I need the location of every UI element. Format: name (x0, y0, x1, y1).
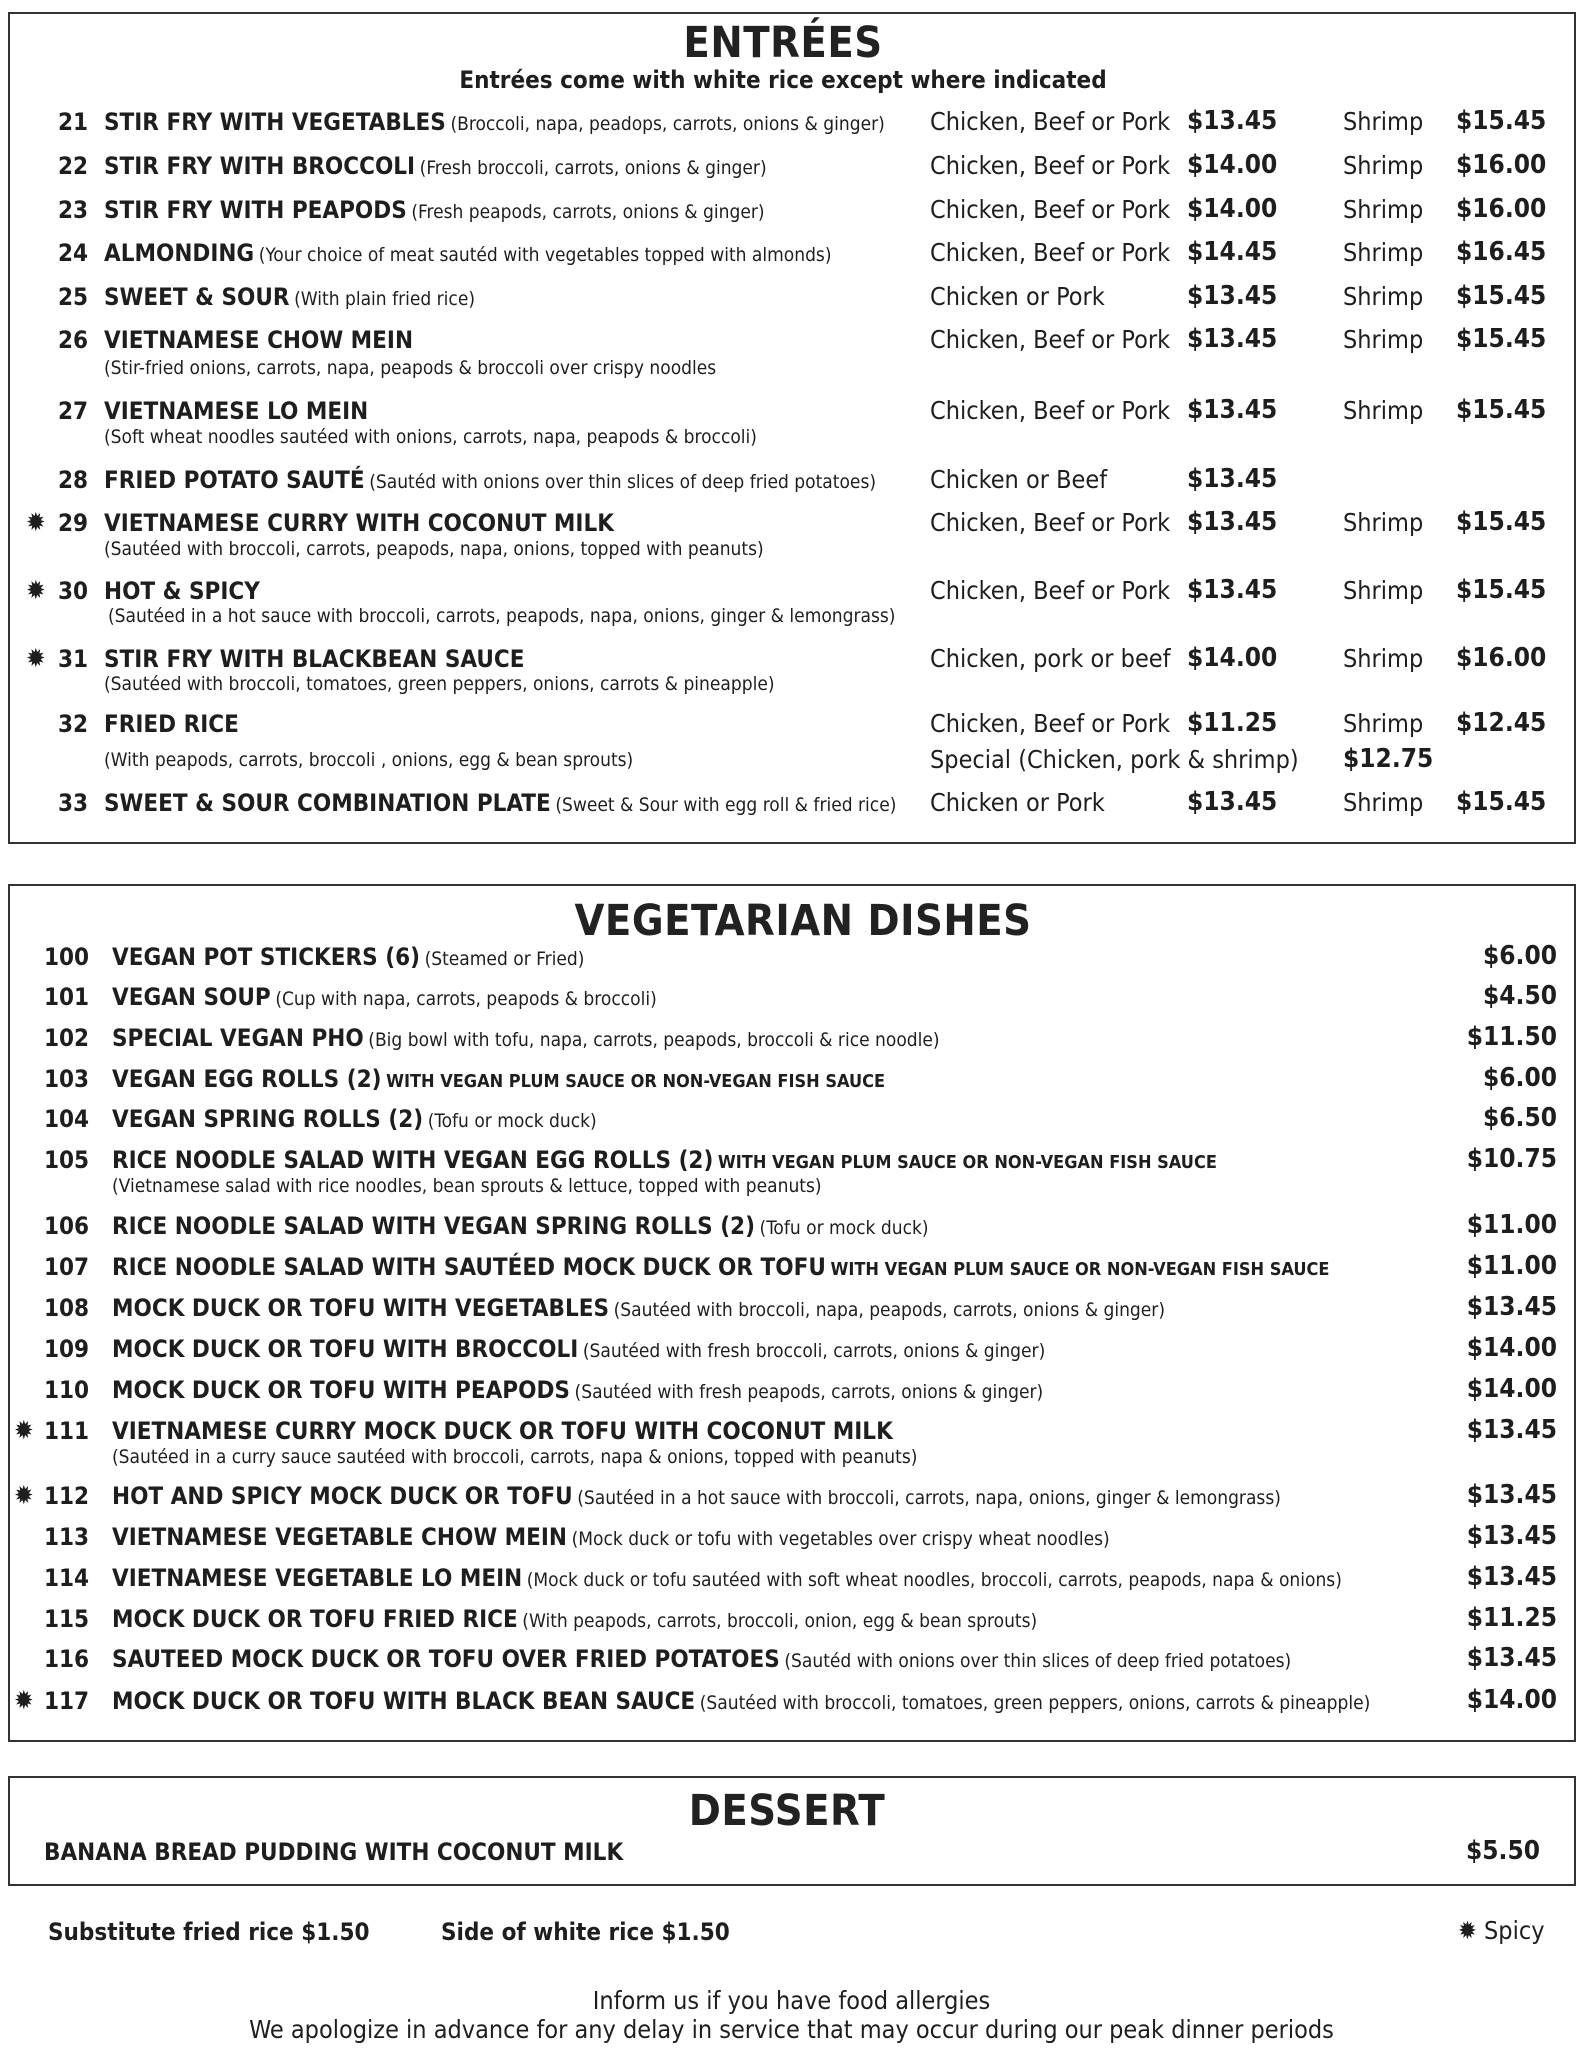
item-name: VEGAN POT STICKERS (6) (112, 943, 420, 971)
allergy-notice: Inform us if you have food allergies (592, 1986, 991, 2015)
item-price-meat: $13.45 (1187, 575, 1278, 605)
item-name-line (112, 1482, 1281, 1510)
item-price-shrimp: $16.00 (1456, 643, 1547, 673)
item-number: 110 (44, 1376, 90, 1404)
item-option-meat: Chicken, Beef or Pork (930, 576, 1171, 605)
item-price-shrimp: $15.45 (1456, 575, 1547, 605)
item-number: 115 (44, 1605, 90, 1633)
item-name: HOT AND SPICY MOCK DUCK OR TOFU (112, 1482, 573, 1510)
item-number: 27 (58, 397, 89, 425)
item-option-special: Special (Chicken, pork & shrimp) (930, 745, 1299, 774)
item-description: (With peapods, carrots, broccoli , onions, egg & bean sprouts) (104, 749, 634, 771)
item-name: STIR FRY WITH BROCCOLI (104, 152, 416, 180)
item-description: (Sautéd with onions over thin slices of deep fried potatoes) (369, 471, 877, 493)
item-name: STIR FRY WITH BLACKBEAN SAUCE (104, 645, 525, 673)
item-name-line (104, 152, 767, 180)
item-price-shrimp: $15.45 (1456, 507, 1547, 537)
item-description: (Steamed or Fried) (424, 948, 585, 970)
item-price: $11.00 (1466, 1210, 1557, 1240)
item-price-shrimp: $16.00 (1456, 194, 1547, 224)
item-number: 114 (44, 1564, 90, 1592)
item-name-line (104, 239, 832, 267)
item-name: RICE NOODLE SALAD WITH VEGAN EGG ROLLS (2) (112, 1146, 714, 1174)
item-price: $6.00 (1483, 1063, 1557, 1093)
item-description: (With peapods, carrots, broccoli, onion, egg & bean sprouts) (522, 1610, 1038, 1632)
item-sauce-note: WITH VEGAN PLUM SAUCE OR NON-VEGAN FISH SAUCE (830, 1259, 1330, 1280)
item-name: MOCK DUCK OR TOFU WITH PEAPODS (112, 1376, 570, 1404)
item-description: (Sautéed with broccoli, tomatoes, green peppers, onions, carrots & pineapple) (699, 1692, 1371, 1714)
spicy-icon: ✹ (14, 1686, 34, 1716)
item-name: VIETNAMESE LO MEIN (104, 397, 369, 425)
item-description: (Fresh broccoli, carrots, onions & ginger) (419, 157, 767, 179)
item-price-shrimp: $16.00 (1456, 150, 1547, 180)
item-price-meat: $13.45 (1187, 507, 1278, 537)
item-price-shrimp: $15.45 (1456, 106, 1547, 136)
item-price-meat: $13.45 (1187, 281, 1278, 311)
item-name: RICE NOODLE SALAD WITH SAUTÉED MOCK DUCK OR TOFU (112, 1253, 826, 1281)
item-option-meat: Chicken, Beef or Pork (930, 709, 1171, 738)
item-option-meat: Chicken or Beef (930, 465, 1108, 494)
item-price: $11.50 (1466, 1022, 1557, 1052)
substitute-fried-rice-note: Substitute fried rice $1.50 (48, 1918, 370, 1946)
item-name-line (112, 1335, 1045, 1363)
item-price: $13.45 (1466, 1643, 1557, 1673)
item-price-meat: $14.00 (1187, 643, 1278, 673)
item-number: 108 (44, 1294, 90, 1322)
item-option-meat: Chicken, Beef or Pork (930, 238, 1171, 267)
item-name-line (112, 1605, 1037, 1633)
item-name: FRIED POTATO SAUTÉ (104, 466, 365, 494)
item-description: (Sautéed in a curry sauce sautéed with broccoli, carrots, napa & onions, topped with peanuts) (112, 1446, 918, 1468)
item-price-meat: $13.45 (1187, 395, 1278, 425)
item-name: VIETNAMESE VEGETABLE LO MEIN (112, 1564, 523, 1592)
item-option-meat: Chicken or Pork (930, 788, 1105, 817)
delay-apology: We apologize in advance for any delay in service that may occur during our peak dinner periods (249, 2015, 1334, 2044)
item-price: $11.25 (1466, 1603, 1557, 1633)
item-number: 31 (58, 645, 89, 673)
item-description: (Sautéed with broccoli, tomatoes, green peppers, onions, carrots & pineapple) (104, 673, 775, 695)
dessert-title: DESSERT (688, 1786, 886, 1836)
item-price: $13.45 (1466, 1415, 1557, 1445)
item-name: VIETNAMESE VEGETABLE CHOW MEIN (112, 1523, 568, 1551)
item-description: (With plain fried rice) (294, 288, 476, 310)
side-white-rice-note: Side of white rice $1.50 (441, 1918, 730, 1946)
item-price: $14.00 (1466, 1333, 1557, 1363)
item-name: ALMONDING (104, 239, 255, 267)
item-option-meat: Chicken, Beef or Pork (930, 396, 1171, 425)
item-name: VIETNAMESE CURRY WITH COCONUT MILK (104, 509, 614, 537)
item-name: VIETNAMESE CURRY MOCK DUCK OR TOFU WITH COCONUT MILK (112, 1417, 893, 1445)
item-option-meat: Chicken, Beef or Pork (930, 508, 1171, 537)
item-number: 116 (44, 1645, 90, 1673)
item-price-shrimp: $15.45 (1456, 281, 1547, 311)
item-price: $10.75 (1466, 1144, 1557, 1174)
item-name-line (112, 1146, 1217, 1174)
item-name: MOCK DUCK OR TOFU WITH VEGETABLES (112, 1294, 610, 1322)
item-name: VEGAN SPRING ROLLS (2) (112, 1105, 424, 1133)
item-name: SWEET & SOUR COMBINATION PLATE (104, 789, 551, 817)
item-number: 33 (58, 789, 89, 817)
item-name: VEGAN SOUP (112, 983, 271, 1011)
item-description: (Sautéed with broccoli, carrots, peapods, napa, onions, topped with peanuts) (104, 538, 764, 560)
item-name: VIETNAMESE CHOW MEIN (104, 326, 414, 354)
dessert-item-name: BANANA BREAD PUDDING WITH COCONUT MILK (44, 1838, 624, 1866)
item-option-meat: Chicken, Beef or Pork (930, 195, 1171, 224)
item-description: (Your choice of meat sautéd with vegetables topped with almonds) (258, 244, 832, 266)
spicy-icon: ✹ (14, 1416, 34, 1446)
item-name-line (112, 1417, 893, 1445)
item-option-meat: Chicken, pork or beef (930, 644, 1171, 673)
item-option-meat: Chicken, Beef or Pork (930, 107, 1171, 136)
item-price: $6.50 (1483, 1103, 1557, 1133)
item-price: $4.50 (1483, 981, 1557, 1011)
item-option-meat: Chicken, Beef or Pork (930, 325, 1171, 354)
item-name: MOCK DUCK OR TOFU FRIED RICE (112, 1605, 518, 1633)
item-option-shrimp: Shrimp (1343, 282, 1424, 311)
item-name: STIR FRY WITH PEAPODS (104, 196, 407, 224)
item-name-line (112, 1212, 929, 1240)
item-description: (Tofu or mock duck) (759, 1217, 929, 1239)
item-name-line (112, 983, 657, 1011)
spicy-legend (1458, 1916, 1545, 1945)
item-description: (Fresh peapods, carrots, onions & ginger) (411, 201, 765, 223)
item-price-meat: $13.45 (1187, 787, 1278, 817)
item-number: 104 (44, 1105, 90, 1133)
item-description: (Sautéed in a hot sauce with broccoli, carrots, napa, onions, ginger & lemongrass) (577, 1487, 1281, 1509)
item-name: STIR FRY WITH VEGETABLES (104, 108, 446, 136)
item-price: $13.45 (1466, 1521, 1557, 1551)
item-price-meat: $14.00 (1187, 150, 1278, 180)
item-number: 113 (44, 1523, 90, 1551)
item-option-meat: Chicken or Pork (930, 282, 1105, 311)
item-name: MOCK DUCK OR TOFU WITH BLACK BEAN SAUCE (112, 1687, 696, 1715)
item-description: (Sautéd with onions over thin slices of deep fried potatoes) (784, 1650, 1292, 1672)
item-name: HOT & SPICY (104, 577, 260, 605)
item-description: (Stir-fried onions, carrots, napa, peapods & broccoli over crispy noodles (104, 357, 717, 379)
item-number: 29 (58, 509, 89, 537)
item-description: (Sautéed with fresh broccoli, carrots, onions & ginger) (582, 1340, 1046, 1362)
item-description: (Mock duck or tofu sautéed with soft wheat noodles, broccoli, carrots, peapods, napa & onions) (526, 1569, 1342, 1591)
item-price: $14.00 (1466, 1374, 1557, 1404)
item-price-shrimp: $16.45 (1456, 237, 1547, 267)
item-option-shrimp: Shrimp (1343, 709, 1424, 738)
item-description: (Tofu or mock duck) (427, 1110, 597, 1132)
item-description: (Soft wheat noodles sautéed with onions, carrots, napa, peapods & broccoli) (104, 426, 757, 448)
item-option-meat: Chicken, Beef or Pork (930, 151, 1171, 180)
item-name-line (104, 789, 896, 817)
item-name: MOCK DUCK OR TOFU WITH BROCCOLI (112, 1335, 579, 1363)
item-option-shrimp: Shrimp (1343, 576, 1424, 605)
item-option-shrimp: Shrimp (1343, 396, 1424, 425)
item-price-special: $12.75 (1343, 744, 1434, 774)
item-name-line (104, 196, 765, 224)
item-description: (Broccoli, napa, peadops, carrots, onions & ginger) (450, 113, 885, 135)
item-name: RICE NOODLE SALAD WITH VEGAN SPRING ROLLS (2) (112, 1212, 755, 1240)
item-price-shrimp: $12.45 (1456, 708, 1547, 738)
item-name: SPECIAL VEGAN PHO (112, 1024, 364, 1052)
item-description: (Sautéed in a hot sauce with broccoli, carrots, peapods, napa, onions, ginger & lemongrass) (108, 605, 896, 627)
item-price: $14.00 (1466, 1685, 1557, 1715)
item-price: $13.45 (1466, 1562, 1557, 1592)
item-number: 25 (58, 283, 89, 311)
item-number: 107 (44, 1253, 90, 1281)
item-sauce-note: WITH VEGAN PLUM SAUCE OR NON-VEGAN FISH SAUCE (717, 1152, 1217, 1173)
item-price-meat: $13.45 (1187, 324, 1278, 354)
item-price-meat: $14.00 (1187, 194, 1278, 224)
item-name-line (112, 1376, 1043, 1404)
item-number: 109 (44, 1335, 90, 1363)
item-number: 28 (58, 466, 89, 494)
item-name: FRIED RICE (104, 710, 239, 738)
item-number: 30 (58, 577, 89, 605)
item-option-shrimp: Shrimp (1343, 238, 1424, 267)
item-description: (Sautéed with fresh peapods, carrots, onions & ginger) (574, 1381, 1044, 1403)
item-price: $13.45 (1466, 1480, 1557, 1510)
item-name-line (112, 1523, 1110, 1551)
item-price-shrimp: $15.45 (1456, 324, 1547, 354)
item-name: SAUTEED MOCK DUCK OR TOFU OVER FRIED POTATOES (112, 1645, 780, 1673)
item-name: SWEET & SOUR (104, 283, 290, 311)
item-price-shrimp: $15.45 (1456, 787, 1547, 817)
item-price: $6.00 (1483, 941, 1557, 971)
item-name: VEGAN EGG ROLLS (2) (112, 1065, 382, 1093)
item-price-meat: $13.45 (1187, 464, 1278, 494)
entrees-subtitle: Entrées come with white rice except where indicated (459, 66, 1107, 94)
spicy-icon: ✹ (26, 644, 46, 674)
item-price-meat: $14.45 (1187, 237, 1278, 267)
item-description: (Cup with napa, carrots, peapods & broccoli) (275, 988, 657, 1010)
item-number: 26 (58, 326, 89, 354)
item-option-shrimp: Shrimp (1343, 151, 1424, 180)
item-option-shrimp: Shrimp (1343, 325, 1424, 354)
entrees-title: ENTRÉES (683, 18, 883, 68)
item-description: (Vietnamese salad with rice noodles, bean sprouts & lettuce, topped with peanuts) (112, 1175, 822, 1197)
item-number: 21 (58, 108, 89, 136)
item-sauce-note: WITH VEGAN PLUM SAUCE OR NON-VEGAN FISH SAUCE (386, 1071, 886, 1092)
item-name-line (112, 1253, 1329, 1281)
item-name-line (104, 466, 876, 494)
item-name-line (112, 1105, 597, 1133)
spicy-icon: ✹ (26, 576, 46, 606)
item-number: 102 (44, 1024, 90, 1052)
item-option-shrimp: Shrimp (1343, 788, 1424, 817)
item-number: 112 (44, 1482, 90, 1510)
item-number: 106 (44, 1212, 90, 1240)
vegetarian-title: VEGETARIAN DISHES (574, 896, 1032, 946)
item-price-meat: $11.25 (1187, 708, 1278, 738)
item-number: 32 (58, 710, 89, 738)
spicy-icon: ✹ (1458, 1916, 1477, 1945)
item-price-meat: $13.45 (1187, 106, 1278, 136)
item-option-shrimp: Shrimp (1343, 107, 1424, 136)
item-number: 22 (58, 152, 89, 180)
item-name-line (112, 1687, 1370, 1715)
spicy-legend-label: Spicy (1484, 1916, 1545, 1945)
item-number: 103 (44, 1065, 90, 1093)
spicy-icon: ✹ (14, 1481, 34, 1511)
item-option-shrimp: Shrimp (1343, 195, 1424, 224)
item-option-shrimp: Shrimp (1343, 508, 1424, 537)
item-number: 23 (58, 196, 89, 224)
item-description: (Big bowl with tofu, napa, carrots, peapods, broccoli & rice noodle) (368, 1029, 940, 1051)
item-option-shrimp: Shrimp (1343, 644, 1424, 673)
item-price: $13.45 (1466, 1292, 1557, 1322)
item-description: (Mock duck or tofu with vegetables over crispy wheat noodles) (571, 1528, 1110, 1550)
item-name-line (112, 1294, 1165, 1322)
spicy-icon: ✹ (26, 508, 46, 538)
item-name-line (112, 1564, 1342, 1592)
item-number: 111 (44, 1417, 90, 1445)
item-name-line (112, 1645, 1291, 1673)
dessert-item-price: $5.50 (1466, 1836, 1540, 1866)
item-name-line (112, 1065, 885, 1093)
item-number: 117 (44, 1687, 90, 1715)
item-number: 100 (44, 943, 90, 971)
item-name-line (112, 943, 584, 971)
item-price: $11.00 (1466, 1251, 1557, 1281)
item-number: 105 (44, 1146, 90, 1174)
item-name-line (104, 108, 885, 136)
item-price-shrimp: $15.45 (1456, 395, 1547, 425)
item-number: 24 (58, 239, 89, 267)
item-description: (Sautéed with broccoli, napa, peapods, carrots, onions & ginger) (613, 1299, 1165, 1321)
item-description: (Sweet & Sour with egg roll & fried rice) (555, 794, 897, 816)
item-name-line (104, 283, 475, 311)
item-name-line (112, 1024, 940, 1052)
item-number: 101 (44, 983, 90, 1011)
